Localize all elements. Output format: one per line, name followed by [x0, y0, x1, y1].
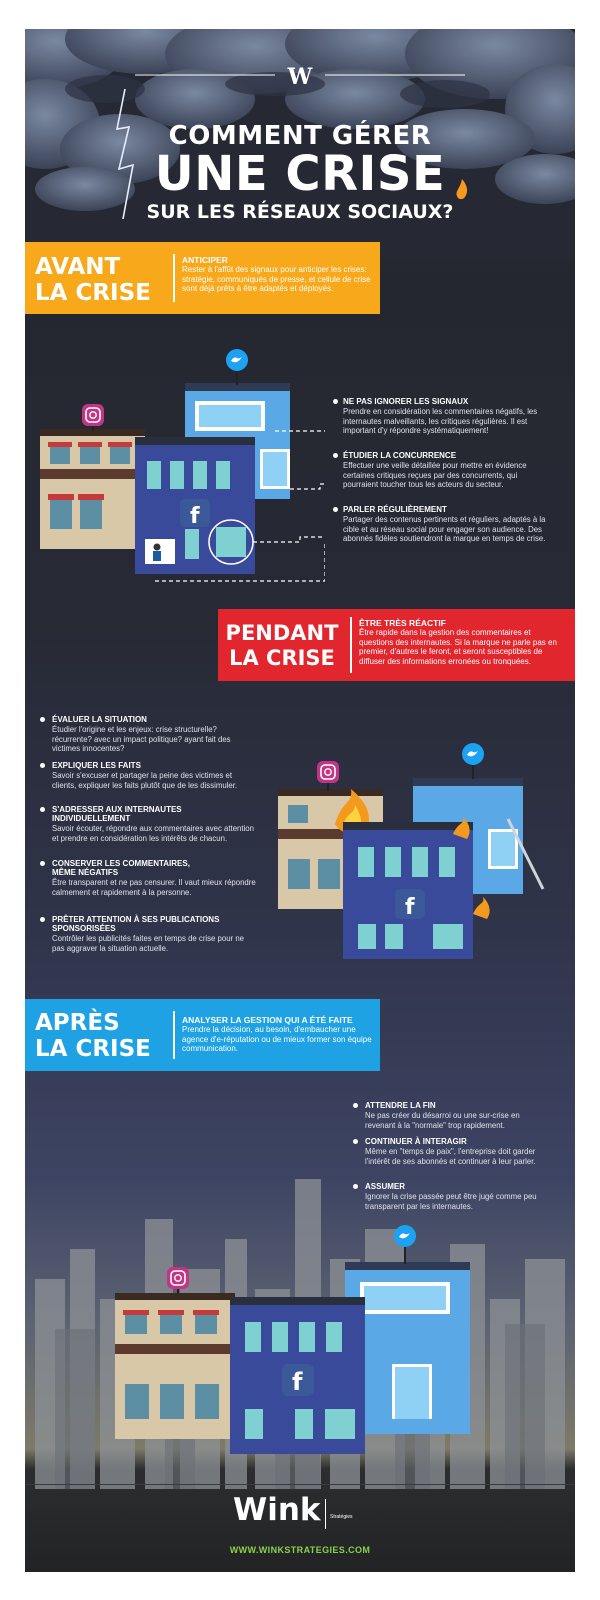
avant-sub-title: ANTICIPER	[182, 255, 228, 265]
header-title-line3: SUR LES RÉSEAUX SOCIAUX?	[146, 201, 454, 223]
bullet-icon	[40, 717, 45, 722]
apres-item-text: Ignorer la crise passée peut être jugé comme peu transparent par les internautes.	[365, 1192, 537, 1211]
pendant-item-4	[52, 859, 257, 897]
avant-buildings-illustration	[35, 349, 325, 589]
bullet-icon	[40, 763, 45, 768]
avant-item-text: Effectuer une veille détaillée pour mettre en évidence certaines critiques reçues par des concurrents, qui pourraient toucher tous les acteurs du secteur.	[343, 461, 527, 490]
avant-item-title: NE PAS IGNORER LES SIGNAUX	[343, 397, 469, 406]
svg-text:f: f	[190, 504, 200, 529]
pendant-divider	[350, 617, 352, 673]
header-title-line1: COMMENT GÉRER	[168, 121, 432, 151]
svg-text:f: f	[292, 1368, 303, 1396]
bullet-icon	[353, 1103, 358, 1108]
pendant-item-2	[52, 761, 257, 790]
footer-logo-divider	[325, 1499, 326, 1529]
bullet-icon	[40, 917, 45, 922]
wink-header-logo: W	[287, 64, 313, 90]
avant-item-3	[343, 505, 548, 544]
pendant-title-line2: LA CRISE	[229, 646, 335, 670]
apres-item-text: Ne pas créer du désarroi ou une sur-crise en revenant à la "normale" trop rapidement.	[365, 1111, 520, 1130]
apres-band	[25, 999, 380, 1071]
apres-item-title: ATTENDRE LA FIN	[365, 1101, 436, 1110]
apres-title-line1: APRÈS	[35, 1010, 120, 1036]
pendant-sub-text: Être rapide dans la gestion des commentaires et questions des internautes. Si la marque ne parle pas en premier, d'autres le feront, et seront susceptibles de diffuser des informations erronées ou tronquées.	[359, 628, 557, 666]
wink-footer-logo	[233, 1484, 323, 1534]
bullet-icon	[333, 507, 338, 512]
avant-item-1	[343, 397, 548, 436]
pendant-subsection	[359, 618, 559, 666]
pendant-band	[218, 609, 575, 681]
apres-item-1	[365, 1101, 550, 1130]
bullet-icon	[40, 861, 45, 866]
avant-subsection	[182, 255, 372, 294]
pendant-sub-title: ÊTRE TRÈS RÉACTIF	[359, 618, 446, 628]
avant-title-line2: LA CRISE	[35, 280, 151, 306]
pendant-item-text: Étudier l'origine et les enjeux: crise structurelle? récurrente? avec un impact politique? ayant fait des victimes innocentes?	[52, 725, 231, 754]
pendant-item-text: Être transparent et ne pas censurer. Il vaut mieux répondre calmement et rapidement à la personne.	[52, 878, 256, 897]
apres-subsection	[182, 1015, 374, 1054]
avant-item-2	[343, 451, 548, 490]
avant-item-text: Prendre en considération les commentaires négatifs, les internautes malveillants, les critiques régulières. Il est important d'y répondre systématiquement!	[343, 407, 538, 436]
apres-sub-title: ANALYSER LA GESTION QUI A ÉTÉ FAITE	[182, 1015, 353, 1025]
pendant-item-1	[52, 715, 252, 754]
apres-divider	[173, 1011, 175, 1059]
fire-icon	[455, 179, 469, 201]
pendant-item-5	[52, 915, 257, 953]
pendant-item-title: ÉVALUER LA SITUATION	[52, 715, 147, 724]
avant-title-line1: AVANT	[35, 254, 121, 280]
avant-divider	[173, 254, 175, 302]
bullet-icon	[353, 1139, 358, 1144]
avant-item-title: ÉTUDIER LA CONCURRENCE	[343, 451, 457, 460]
pendant-item-3	[52, 805, 257, 843]
pendant-item-text: Savoir s'excuser et partager la peine des victimes et clients, expliquer les faits plutôt que de les dissimuler.	[52, 771, 238, 790]
pendant-item-title: CONSERVER LES COMMENTAIRES, MÊME NÉGATIFS	[52, 859, 190, 878]
pendant-item-title: EXPLIQUER LES FAITS	[52, 761, 141, 770]
apres-item-title: CONTINUER À INTERAGIR	[365, 1137, 467, 1146]
apres-title-line2: LA CRISE	[35, 1036, 151, 1062]
pendant-item-text: Contrôler les publicités faites en temps de crise pour ne pas aggraver la situation actuelle.	[52, 934, 244, 953]
avant-item-title: PARLER RÉGULIÈREMENT	[343, 505, 447, 514]
pendant-item-title: S'ADRESSER AUX INTERNAUTES INDIVIDUELLEMENT	[52, 805, 182, 824]
pendant-buildings-illustration	[273, 729, 563, 959]
footer-url[interactable]: WWW.WINKSTRATEGIES.COM	[229, 1545, 371, 1555]
bullet-icon	[333, 453, 338, 458]
pendant-title-line1: PENDANT	[225, 621, 339, 645]
footer-tag: Stratégies	[330, 1514, 353, 1520]
bullet-icon	[333, 399, 338, 404]
header-title-line2: UNE CRISE	[154, 146, 446, 202]
bullet-icon	[40, 807, 45, 812]
avant-item-text: Partager des contenus pertinents et réguliers, adaptés à la cible et au réseau social pour engager son audience. Des abonnés fidèles soutiendront la marque en temps de crise.	[343, 515, 546, 544]
apres-item-title: ASSUMER	[365, 1182, 406, 1191]
infographic-poster	[25, 29, 575, 1572]
apres-buildings-illustration	[110, 1224, 490, 1464]
apres-item-text: Même en "temps de paix", l'entreprise doit garder l'intérêt de ses abonnés et continuer à leur parler.	[365, 1147, 536, 1166]
avant-band	[25, 242, 380, 314]
pendant-item-title: PRÊTER ATTENTION À SES PUBLICATIONS SPONSORISÉES	[52, 915, 220, 934]
pendant-item-text: Savoir écouter, répondre aux commentaires avec attention et prendre en considération les intérêts de chacun.	[52, 824, 254, 843]
svg-text:f: f	[405, 895, 415, 920]
apres-sub-text: Prendre la décision, au besoin, d'embaucher une agence d'e-réputation ou de mieux former son équipe communication.	[182, 1025, 372, 1054]
avant-sub-text: Rester à l'affût des signaux pour anticiper les crises: stratégie, communiqués de presse, et cellule de crise sont déjà prêts à être adaptés et déployés.	[182, 265, 371, 294]
footer-brand: Wink	[233, 1492, 321, 1528]
